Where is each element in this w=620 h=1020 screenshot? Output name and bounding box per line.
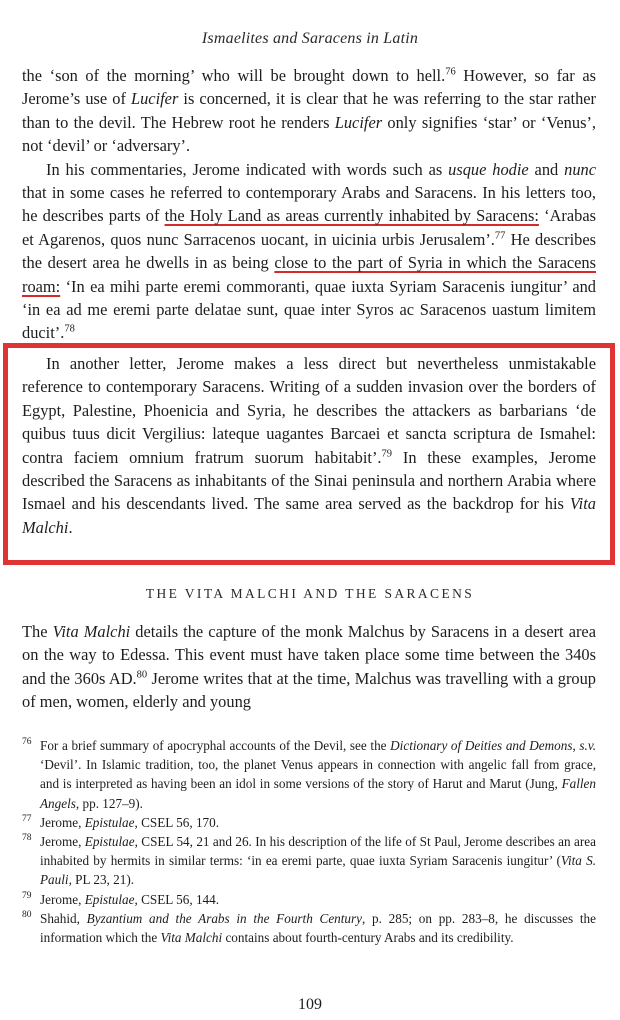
footnote-79 [22, 890, 596, 909]
footnote-ref-77[interactable]: 77 [494, 230, 506, 242]
text-run: In another letter, Jerome makes a less direct but nevertheless unmistakable reference to contemporary Saracens. Writing of a sudden invasion over the borders of Egypt, Palestine, Phoenicia and Syria, he describes the attackers as barbarians ‘de quibus tuus dicit Vergilius: lateque uagantes Barcaei et sancta scriptura de Ismahel: contra faciem omnium fratrum suorum habitabit’. [22, 354, 596, 467]
text-italic: nunc [564, 159, 596, 179]
footnote-ref-76[interactable]: 76 [445, 66, 456, 78]
text-run: Jerome writes that at the time, Malchus was travelling with a group of men, women, elderly and young [22, 668, 596, 712]
footnote-80 [22, 909, 596, 947]
text-run: He describes the desert area he dwells in as being [22, 229, 596, 273]
footnote-number: 79 [22, 890, 32, 901]
text-run: ‘Arabas et Agarenos, quos nunc Sarracenos uocant, in uicinia urbis Jerusalem’. [22, 206, 596, 249]
paragraph-1 [22, 64, 596, 158]
footnote-ref-80[interactable]: 80 [136, 669, 148, 681]
text-italic: Fallen Angels [40, 776, 596, 811]
text-run: , p. 285; on pp. 283–8, he discusses the information which the [40, 910, 596, 946]
text-italic: s.v. [579, 738, 597, 753]
text-run: details the capture of the monk Malchus by Saracens in a desert area on the way to Edessa. This event must have taken place some time between the 340s and the 360s AD. [22, 622, 596, 688]
text-italic: Epistulae [84, 814, 135, 830]
text-italic: usque hodie [448, 159, 529, 179]
text-run: , CSEL 54, 21 and 26. In his description of the life of St Paul, Jerome describes an area inhabited by hermits in similar terms: ‘in ea eremi parte, quae iuxta Syriam Saracenis iungitur’ ( [40, 834, 596, 869]
text-run: and [528, 159, 565, 179]
text-run: However, so far as Jerome’s use of [22, 66, 596, 109]
footnote-ref-78[interactable]: 78 [64, 324, 75, 335]
footnotes [22, 736, 596, 947]
text-run: , [572, 738, 580, 753]
running-head: Ismaelites and Saracens in Latin [201, 30, 419, 47]
boxed-paragraph [22, 352, 596, 539]
text-run: , pp. 127–9). [75, 795, 143, 811]
page-number: 109 [298, 996, 322, 1013]
text-italic: Lucifer [334, 112, 383, 132]
text-run: contains about fourth-century Arabs and its credibility. [222, 930, 514, 946]
footnote-ref-79[interactable]: 79 [381, 448, 393, 460]
text-italic: Byzantium and the Arabs in the Fourth Century [86, 910, 363, 926]
text-run: For a brief summary of apocryphal accounts of the Devil, see the [40, 738, 391, 753]
footnote-78 [22, 832, 596, 890]
text-italic: Vita Malchi [160, 930, 223, 946]
underlined-phrase-holy-land: the Holy Land as areas currently inhabited by Saracens: [164, 206, 539, 226]
paragraph-4 [22, 620, 596, 714]
upper-text [22, 64, 596, 344]
text-run: Jerome, [40, 891, 85, 907]
text-run: , CSEL 56, 170. [134, 814, 220, 830]
footnote-number: 77 [22, 813, 32, 824]
paragraph-3 [22, 352, 596, 539]
footnote-76 [22, 736, 596, 813]
text-italic: Dictionary of Deities and Demons [390, 738, 573, 753]
text-run: only signifies ‘star’ or ‘Venus’, not ‘devil’ or ‘adversary’. [22, 112, 596, 156]
footnote-number: 78 [22, 833, 32, 844]
section-paragraph [22, 620, 596, 714]
footnote-number: 76 [22, 737, 32, 747]
text-italic: Epistulae [84, 834, 135, 850]
underlined-phrase-syria: close to the part of Syria in which the Saracens roam: [22, 253, 596, 296]
text-run: In his commentaries, Jerome indicated with words such as [46, 159, 449, 179]
text-run: The [22, 622, 53, 641]
text-italic: Vita Malchi [22, 494, 596, 537]
text-run: that in some cases he referred to contemporary Arabs and Saracens. In his letters too, he describes parts of [22, 183, 596, 226]
footnote-number: 80 [22, 909, 32, 920]
text-run: , CSEL 56, 144. [134, 891, 220, 907]
text-italic: Vita S. Pauli [40, 853, 596, 888]
text-italic: Vita Malchi [52, 622, 131, 641]
text-run: . [68, 517, 73, 537]
text-italic: Lucifer [130, 89, 179, 109]
text-run: is concerned, it is clear that he was referring to the star rather than to the devil. The Hebrew root he renders [22, 89, 596, 132]
text-run: Jerome, [40, 814, 85, 830]
upper-text-block [22, 64, 596, 344]
paragraph-2 [22, 158, 596, 344]
footnote-77 [22, 813, 596, 832]
text-run: ‘Devil’. In Islamic tradition, too, the planet Venus appears in connection with angelic fall from grace, and is interpreted as having been an idol in some versions of the story of Harut and Marut (Jung, [40, 757, 596, 792]
text-run: ‘In ea mihi parte eremi commoranti, quae iuxta Syriam Saracenis iungitur’ and ‘in ea ad me eremi parte delatae sunt, quae inter Syros ac Saracenos uastum limitem ducit’. [22, 276, 596, 343]
text-run: Shahid, [40, 910, 87, 926]
text-run: the ‘son of the morning’ who will be brought down to hell. [22, 66, 446, 85]
text-italic: Epistulae [84, 891, 135, 907]
text-run: , PL 23, 21). [68, 872, 135, 888]
text-run: Jerome, [40, 834, 85, 850]
text-run: In these examples, Jerome described the Saracens as inhabitants of the Sinai peninsula and northern Arabia where Ismael and his descendants lived. The same area served as the backdrop for his [22, 447, 596, 514]
section-heading: THE VITA MALCHI AND THE SARACENS [145, 586, 475, 601]
